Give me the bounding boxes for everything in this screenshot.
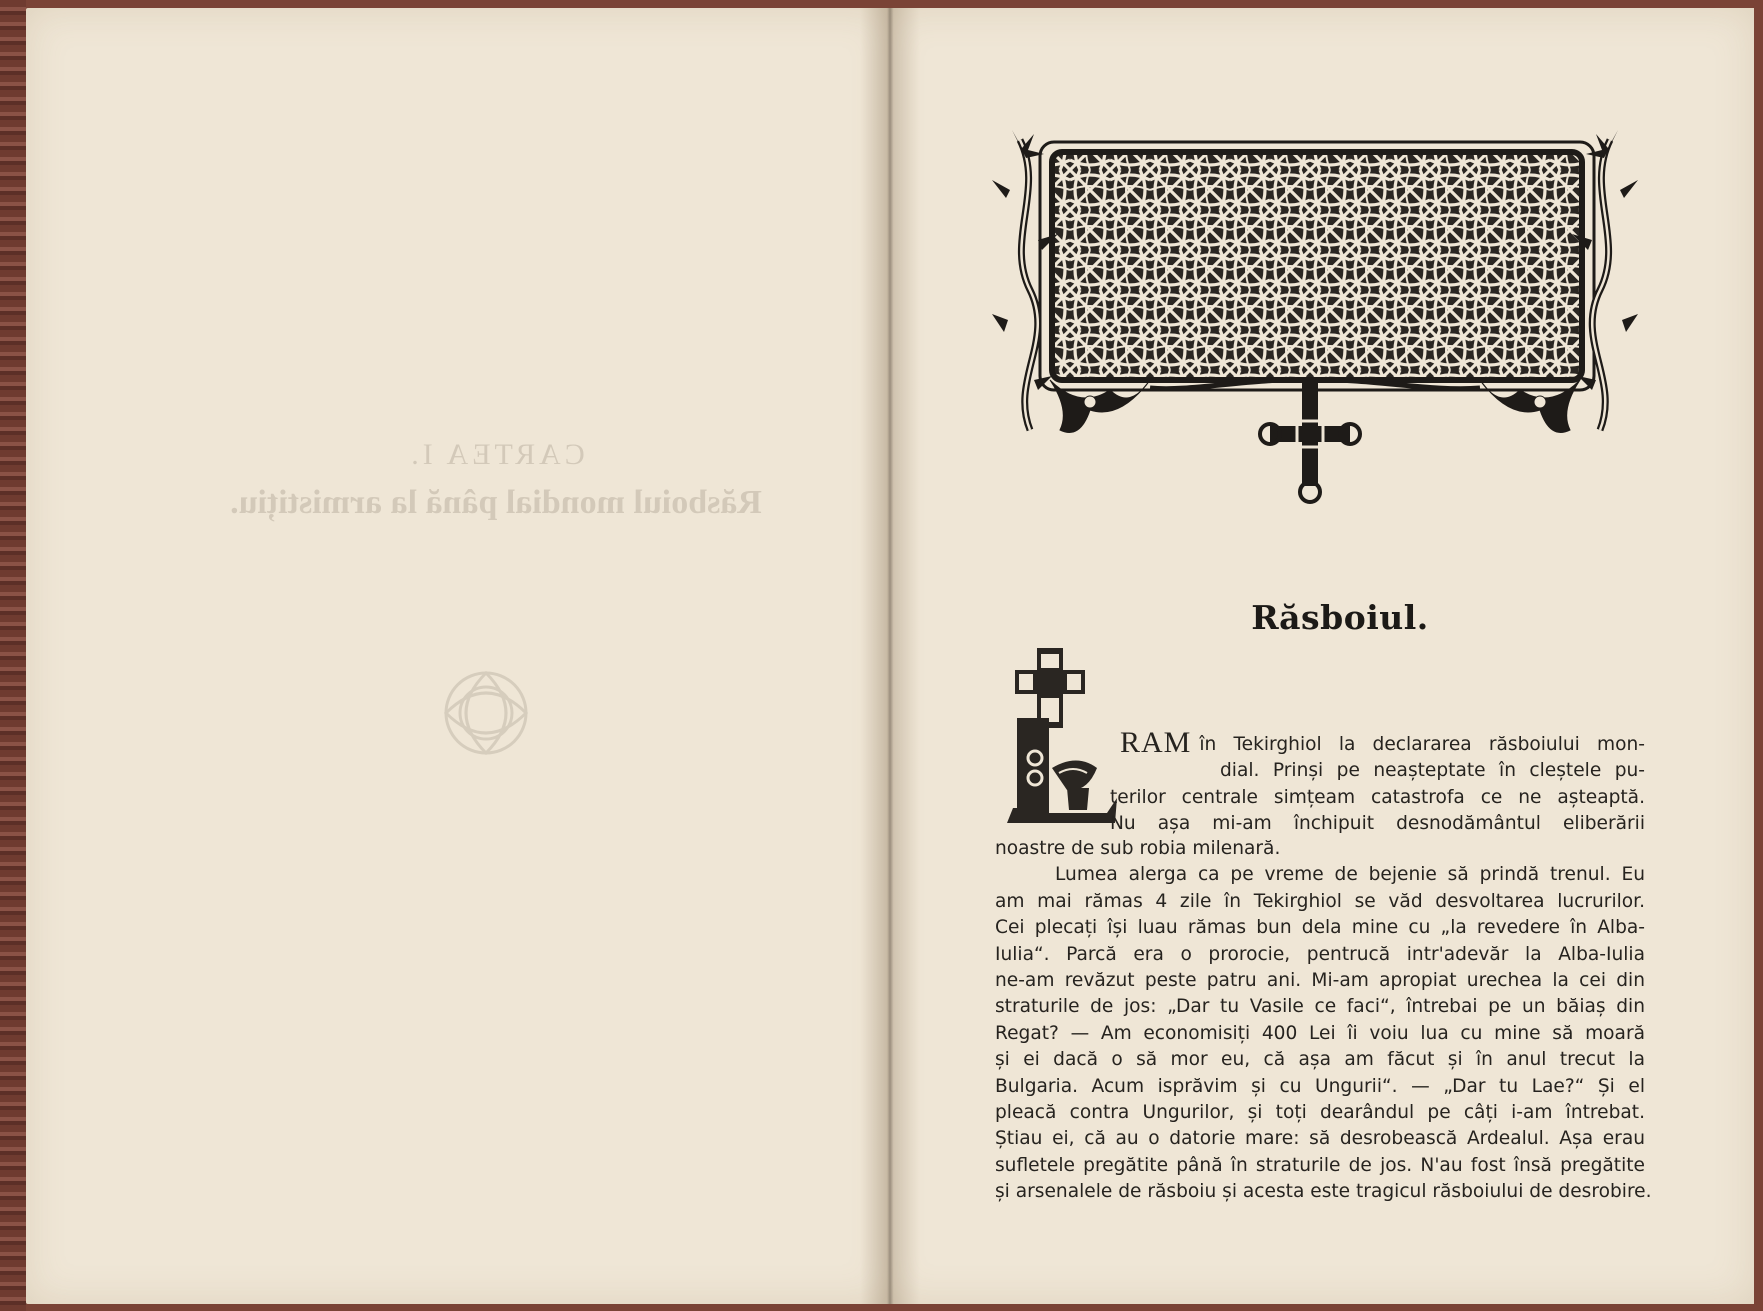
show-through-line-1: CARTEA I.: [407, 438, 585, 471]
text-line: și arsenalele de răsboiu și acesta este tragicul răsboiului de desrobire.: [995, 1181, 1652, 1203]
celtic-headpiece-ornament: [990, 130, 1640, 510]
opening-line: dial. Prinși pe neașteptate în cleștele pu-: [1220, 760, 1645, 782]
body-paragraph: [995, 836, 1652, 1206]
book-cover-edge: [0, 0, 26, 1311]
opening-line: Nu așa mi-am închipuit desnodământul eliberării: [1110, 813, 1645, 835]
text-line: am mai rămas 4 zile în Tekirghiol se văd desvoltarea lucrurilor.: [995, 890, 1645, 912]
decorated-initial-e-icon: [1007, 648, 1117, 823]
opening-paragraph: [1110, 726, 1645, 838]
chapter-title: Răsboiul.: [1251, 598, 1429, 637]
text-line: pleacă contra Ungurilor, și toți dearândul pe câți i-am întrebat.: [995, 1102, 1645, 1124]
opening-cap: RAM: [1120, 726, 1192, 759]
text-line: Bulgaria. Acum isprăvim și cu Ungurii“. — „Dar tu Lae?“ Și el: [995, 1075, 1645, 1097]
text-line: și ei dacă o să mor eu, că așa am făcut și în anul trecut la: [995, 1049, 1645, 1071]
text-line: Iulia“. Parcă era o prorocie, pentrucă intr'adevăr la Alba-Iulia: [995, 943, 1645, 965]
text-line: Cei plecați își luau rămas bun dela mine cu „la revedere în Alba-: [995, 917, 1645, 939]
show-through-ornament-icon: [436, 663, 536, 763]
text-line: straturile de jos: „Dar tu Vasile ce faci“, întrebai pe un băiaș din: [995, 996, 1645, 1018]
opening-line: terilor centrale simțeam catastrofa ce ne așteaptă.: [1110, 786, 1645, 808]
text-line: Știau ei, că au o datorie mare: să desrobească Ardealul. Așa erau: [995, 1128, 1645, 1150]
text-line: ne-am revăzut peste patru ani. Mi-am apropiat urechea la cei din: [995, 970, 1645, 992]
text-line: noastre de sub robia milenară.: [995, 838, 1281, 859]
left-page: [26, 8, 890, 1304]
text-line: sufletele pregătite până în straturile de jos. N'au fost însă pregătite: [995, 1154, 1645, 1176]
text-line: Regat? — Am economisiți 400 Lei îi voiu lua cu mine să moară: [995, 1022, 1645, 1044]
text-line: Lumea alerga ca pe vreme de bejenie să prindă trenul. Eu: [1055, 864, 1645, 886]
show-through-text: [166, 438, 826, 522]
opening-line: RAM în Tekirghiol la declararea răsboiului mon-: [1120, 726, 1645, 759]
show-through-line-2: Răsboiul mondial până la armistițiu.: [230, 484, 762, 521]
